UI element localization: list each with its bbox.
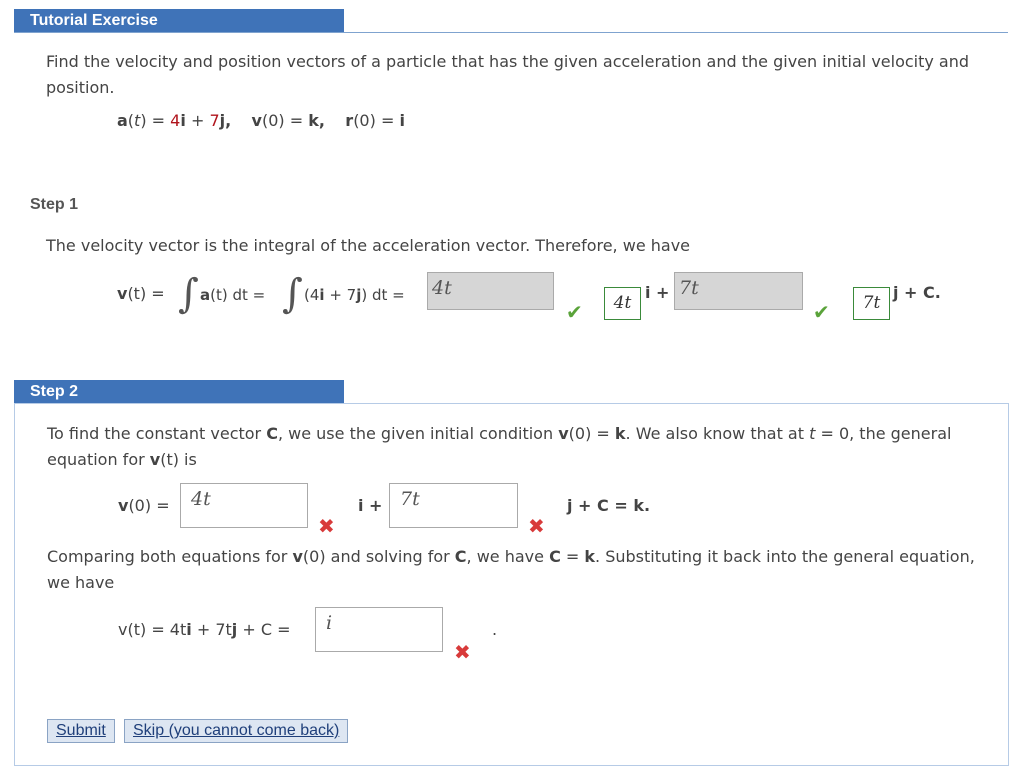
step2-vt-input[interactable]: i — [315, 607, 443, 652]
step1-i-plus: i + — [645, 283, 670, 302]
integral-symbol-2: ∫ — [282, 271, 303, 317]
step2-eq2-period: . — [492, 620, 498, 639]
step1-feedback-i: 4t — [604, 287, 641, 320]
step2-eq1-lhs: v(0) = — [118, 496, 170, 515]
step1-answer-j-input[interactable]: 7t — [674, 272, 803, 310]
x-icon: ✖ — [318, 514, 335, 538]
given-equations: a(t) = 4i + 7j, v(0) = k, r(0) = i — [117, 111, 405, 130]
tutorial-title: Tutorial Exercise — [30, 12, 158, 29]
step2-v0-j-input[interactable]: 7t — [389, 483, 518, 528]
step2-comparing: Comparing both equations for v(0) and solving for C, we have C = k. Substituting it back into the general equation, we have — [47, 547, 975, 592]
step1-label: Step 1 — [30, 196, 79, 213]
submit-button[interactable]: Submit — [47, 719, 115, 743]
step2-eq1-tail: j + C = k. — [567, 496, 651, 515]
tutorial-header — [14, 9, 344, 33]
step2-label: Step 2 — [30, 383, 79, 400]
step2-eq2-lhs: v(t) = 4ti + 7tj + C = — [118, 620, 291, 639]
step2-eq1-mid: i + — [358, 496, 383, 515]
x-icon: ✖ — [454, 640, 471, 664]
step1-integrand-2: (4i + 7j) dt = — [304, 286, 405, 304]
step2-header — [14, 380, 344, 404]
integral-symbol-1: ∫ — [178, 271, 199, 317]
problem-text: Find the velocity and position vectors of a particle that has the given acceleration and the given initial velocity and position. — [46, 52, 970, 97]
skip-button[interactable]: Skip (you cannot come back) — [124, 719, 348, 743]
header-divider — [14, 32, 1008, 33]
step1-tail: j + C. — [893, 283, 941, 302]
step1-answer-i-input[interactable]: 4t — [427, 272, 554, 310]
check-icon: ✔ — [566, 300, 583, 324]
step1-integrand-1: a(t) dt = — [200, 286, 266, 304]
step1-feedback-j: 7t — [853, 287, 890, 320]
step1-text: The velocity vector is the integral of the acceleration vector. Therefore, we have — [46, 236, 690, 255]
step1-lhs: v(t) = — [117, 284, 165, 303]
step2-v0-i-input[interactable]: 4t — [180, 483, 308, 528]
step2-intro: To find the constant vector C, we use the given initial condition v(0) = k. We also know that at t = 0, the general equation for v(t) is — [47, 424, 952, 469]
x-icon: ✖ — [528, 514, 545, 538]
check-icon: ✔ — [813, 300, 830, 324]
